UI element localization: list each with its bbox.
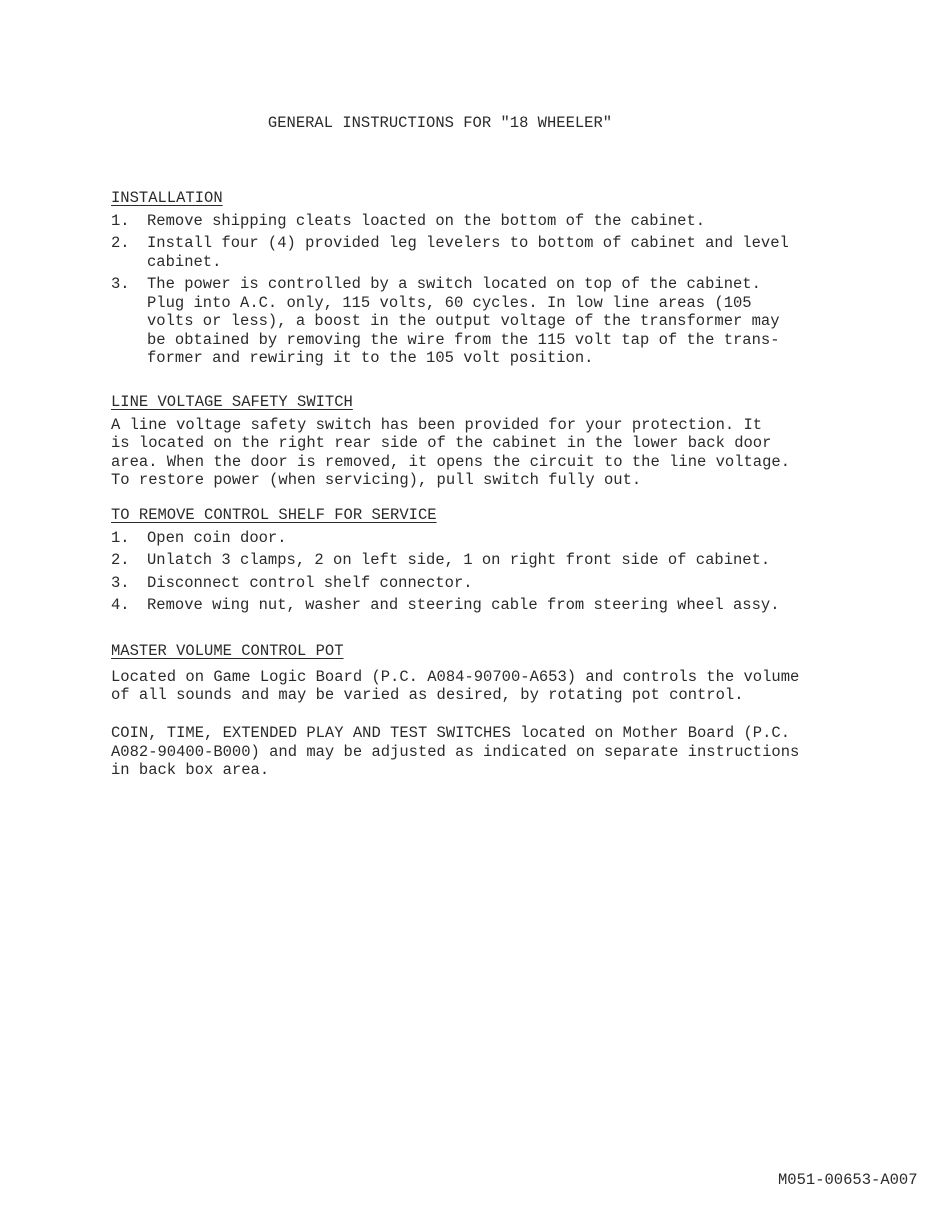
list-item	[111, 275, 811, 368]
item-number: 2.	[111, 551, 130, 569]
item-number: 3.	[111, 573, 130, 592]
list-item	[111, 596, 811, 615]
list-item	[111, 212, 811, 231]
line-voltage-paragraph: A line voltage safety switch has been provided for your protection. It is located on the right rear side of the cabinet in the lower back door area. When the door is removed, it opens the circuit to the line voltage. To restore power (when servicing), pull switch fully out.	[111, 415, 791, 489]
list-item	[111, 551, 811, 570]
list-item	[111, 574, 811, 593]
item-text: Open coin door.	[147, 528, 287, 547]
installation-section	[111, 189, 811, 372]
item-text: The power is controlled by a switch located on top of the cabinet. Plug into A.C. only, 115 volts, 60 cycles. In low line areas (105 volts or less), a boost in the output voltage of the transformer may be obtained by removing the wire from the 115 volt tap of the trans- former and rewiring it to the 105 volt position.	[147, 275, 780, 367]
document-title: GENERAL INSTRUCTIONS FOR "18 WHEELER"	[267, 114, 613, 132]
item-text: Remove wing nut, washer and steering cable from steering wheel assy.	[147, 596, 780, 614]
item-text: Unlatch 3 clamps, 2 on left side, 1 on right front side of cabinet.	[147, 551, 771, 569]
line-voltage-section	[111, 393, 811, 490]
item-text: Disconnect control shelf connector.	[147, 573, 473, 592]
item-number: 1.	[111, 211, 130, 230]
item-text: Remove shipping cleats loacted on the bottom of the cabinet.	[147, 211, 706, 230]
item-text: Install four (4) provided leg levelers to bottom of cabinet and level cabinet.	[147, 234, 789, 271]
list-item	[111, 529, 811, 548]
item-number: 2.	[111, 234, 130, 252]
item-number: 4.	[111, 596, 130, 614]
item-number: 3.	[111, 275, 130, 293]
list-item	[111, 234, 811, 271]
control-shelf-section	[111, 506, 811, 619]
master-volume-section	[111, 642, 811, 705]
item-number: 1.	[111, 528, 130, 547]
master-volume-heading: MASTER VOLUME CONTROL POT	[111, 642, 344, 660]
switches-paragraph: COIN, TIME, EXTENDED PLAY AND TEST SWITCHES located on Mother Board (P.C. A082-90400-B000) and may be adjusted as indicated on separate instructions in back box area.	[111, 724, 800, 779]
document-number: M051-00653-A007	[778, 1171, 918, 1189]
control-shelf-heading: TO REMOVE CONTROL SHELF FOR SERVICE	[111, 506, 437, 524]
line-voltage-heading: LINE VOLTAGE SAFETY SWITCH	[111, 393, 353, 411]
installation-heading: INSTALLATION	[111, 189, 223, 207]
master-volume-paragraph: Located on Game Logic Board (P.C. A084-90700-A653) and controls the volume of all sounds and may be varied as desired, by rotating pot control.	[111, 667, 800, 704]
